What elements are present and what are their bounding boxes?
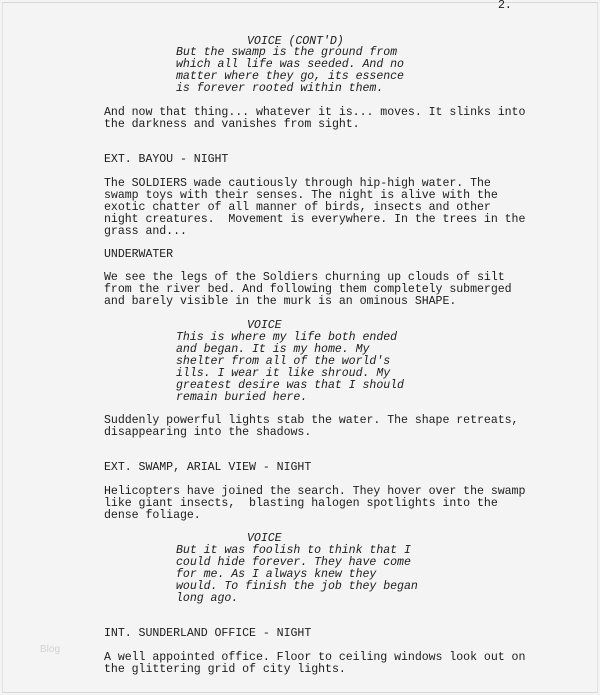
scene-heading: EXT. BAYOU - NIGHT: [104, 153, 229, 166]
action-line: the glittering grid of city lights.: [104, 663, 346, 676]
action-line: The SOLDIERS wade cautiously through hip-high water. The: [104, 177, 491, 190]
dialogue-line: which all life was seeded. And no: [176, 58, 404, 71]
dialogue-line: ills. I wear it like shroud. My: [176, 367, 391, 380]
dialogue-line: But the swamp is the ground from: [176, 46, 398, 59]
action-line: and barely visible in the murk is an ominous SHAPE.: [104, 295, 457, 308]
action-line: grass and...: [104, 225, 187, 238]
watermark-text: Blog: [40, 644, 61, 655]
dialogue-line: shelter from all of the world's: [176, 355, 391, 368]
character-name: VOICE: [247, 532, 282, 545]
action-line: Helicopters have joined the search. They hover over the swamp: [104, 485, 526, 498]
action-line: Suddenly powerful lights stab the water. The shape retreats,: [104, 414, 519, 427]
dialogue-line: long ago.: [176, 592, 239, 605]
dialogue-line: and began. It is my home. My: [176, 343, 370, 356]
dialogue-line: is forever rooted within them.: [176, 82, 384, 95]
action-line: And now that thing... whatever it is... moves. It slinks into: [104, 106, 526, 119]
dialogue-line: would. To finish the job they began: [176, 580, 418, 593]
action-line: swamp toys with their senses. The night is alive with the: [104, 189, 498, 202]
action-line: from the river bed. And following them completely submerged: [104, 283, 512, 296]
action-line: the darkness and vanishes from sight.: [104, 118, 360, 131]
scene-heading: EXT. SWAMP, ARIAL VIEW - NIGHT: [104, 461, 312, 474]
action-line: A well appointed office. Floor to ceiling windows look out on: [104, 651, 526, 664]
action-line: exotic chatter of all manner of birds, insects and other: [104, 201, 491, 214]
dialogue-line: remain buried here.: [176, 391, 308, 404]
scene-heading: INT. SUNDERLAND OFFICE - NIGHT: [104, 627, 312, 640]
dialogue-line: This is where my life both ended: [176, 331, 398, 344]
dialogue-line: for me. As I always knew they: [176, 568, 377, 581]
action-line: disappearing into the shadows.: [104, 426, 312, 439]
dialogue-line: But it was foolish to think that I: [176, 544, 411, 557]
character-name: VOICE: [247, 319, 282, 332]
action-line: like giant insects, blasting halogen spotlights into the: [104, 497, 498, 510]
action-line: night creatures. Movement is everywhere. In the trees in the: [104, 213, 526, 226]
page-number: 2.: [498, 0, 512, 12]
action-line: dense foliage.: [104, 509, 201, 522]
scene-heading: UNDERWATER: [104, 248, 174, 261]
dialogue-line: greatest desire was that I should: [176, 379, 404, 392]
dialogue-line: matter where they go, its essence: [176, 70, 404, 83]
dialogue-line: could hide forever. They have come: [176, 556, 411, 569]
character-name: VOICE (CONT'D): [247, 35, 344, 48]
action-line: We see the legs of the Soldiers churning up clouds of silt: [104, 271, 505, 284]
